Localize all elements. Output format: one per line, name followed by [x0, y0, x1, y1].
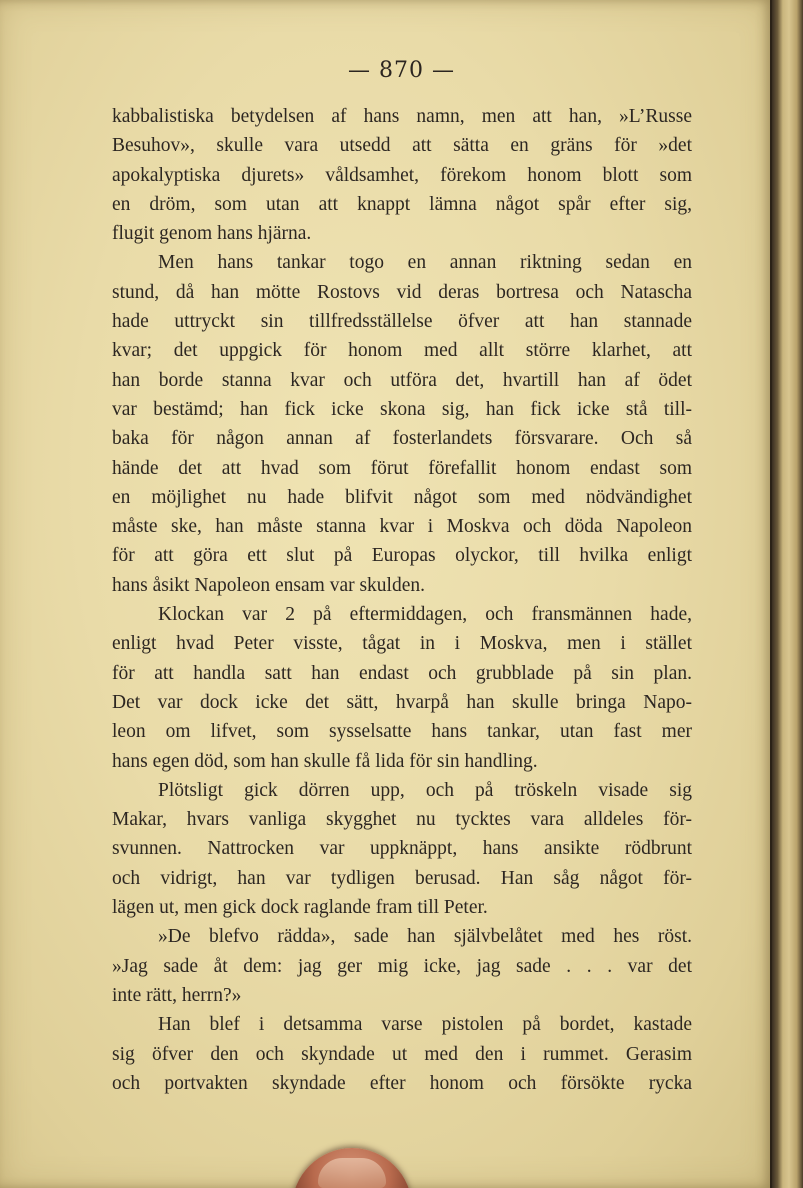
text-line: enligt hvad Peter visste, tågat in i Moskva, men i stället — [112, 633, 692, 655]
text-line: Klockan var 2 på eftermiddagen, och fransmännen hade, — [158, 604, 692, 626]
text-line: »Jag sade åt dem: jag ger mig icke, jag sade . . . var det — [112, 955, 692, 977]
text-line: leon om lifvet, som sysselsatte hans tankar, utan fast mer — [112, 721, 692, 743]
text-line: Besuhov», skulle vara utsedd att sätta en gräns för »det — [112, 135, 692, 157]
text-line: en dröm, som utan att knappt lämna något spår efter sig, — [112, 193, 692, 215]
text-line: Plötsligt gick dörren upp, och på tröskeln visade sig — [158, 779, 692, 801]
text-line: och portvakten skyndade efter honom och försökte rycka — [112, 1072, 692, 1094]
page-number: — 870 — — [348, 58, 455, 83]
text-line: sig öfver den och skyndade ut med den i rummet. Gerasim — [112, 1043, 692, 1065]
text-line: kabbalistiska betydelsen af hans namn, men att han, »L’Russe — [112, 106, 692, 127]
text-line: baka för någon annan af fosterlandets försvarare. Och så — [112, 428, 692, 450]
text-line: hans egen död, som han skulle få lida för sin handling. — [112, 750, 538, 772]
text-line: han borde stanna kvar och utföra det, hvartill han af ödet — [112, 369, 692, 391]
text-line: Han blef i detsamma varse pistolen på bordet, kastade — [158, 1014, 692, 1036]
text-line: Men hans tankar togo en annan riktning sedan en — [158, 252, 692, 274]
thumbnail-highlight — [318, 1158, 386, 1188]
text-line: lägen ut, men gick dock raglande fram till Peter. — [112, 897, 488, 919]
text-line: hade uttryckt sin tillfredsställelse öfver att han stannade — [112, 311, 692, 333]
text-line: Makar, hvars vanliga skygghet nu tycktes vara alldeles för- — [112, 809, 692, 831]
body-text — [112, 102, 692, 1098]
text-line: stund, då han mötte Rostovs vid deras bortresa och Natascha — [112, 281, 692, 303]
text-line: måste ske, han måste stanna kvar i Moskva och döda Napoleon — [112, 516, 692, 538]
text-line: »De blefvo rädda», sade han självbelåtet med hes röst. — [158, 926, 692, 948]
text-line: var bestämd; han fick icke skona sig, han fick icke stå till- — [112, 398, 692, 420]
text-line: flugit genom hans hjärna. — [112, 223, 312, 245]
next-page-edge — [772, 0, 803, 1188]
text-line: hans åsikt Napoleon ensam var skulden. — [112, 574, 426, 596]
text-line: apokalyptiska djurets» våldsamhet, förekom honom blott som — [112, 164, 692, 186]
text-line: kvar; det uppgick för honom med allt större klarhet, att — [112, 340, 692, 362]
text-line: svunnen. Nattrocken var uppknäppt, hans ansikte rödbrunt — [112, 838, 692, 860]
text-line: för att göra ett slut på Europas olyckor, till hvilka enligt — [112, 545, 692, 567]
text-line: och vidrigt, han var tydligen berusad. Han såg något för- — [112, 867, 692, 889]
text-line: inte rätt, herrn?» — [112, 984, 242, 1006]
text-line: en möjlighet nu hade blifvit något som med nödvändighet — [112, 486, 692, 508]
text-line: hände det att hvad som förut förefallit honom endast som — [112, 457, 692, 479]
text-line: för att handla satt han endast och grubblade på sin plan. — [112, 662, 692, 684]
text-line: Det var dock icke det sätt, hvarpå han skulle bringa Napo- — [112, 691, 692, 713]
